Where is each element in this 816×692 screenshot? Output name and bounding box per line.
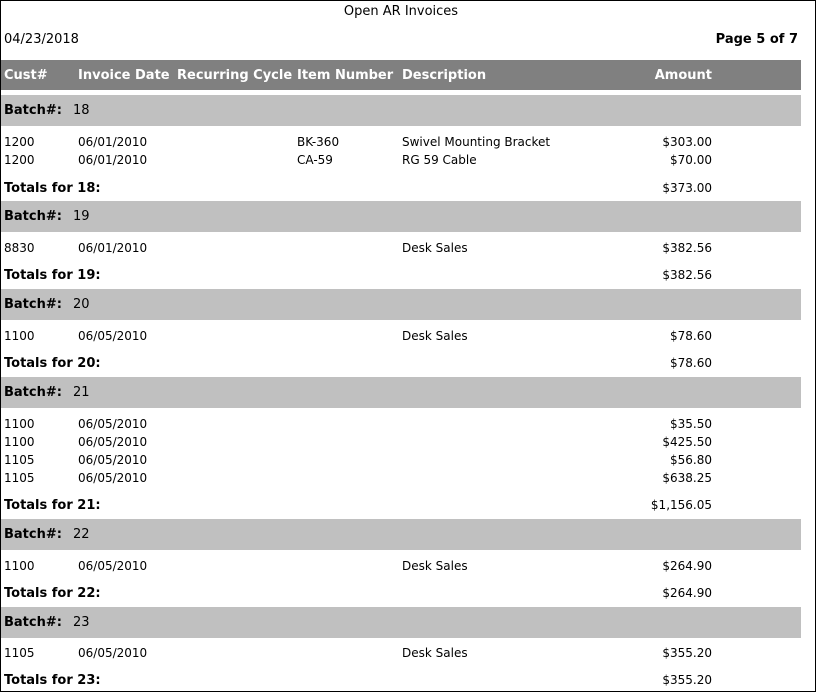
header-amount: Amount: [654, 68, 712, 83]
item-number-cell: CA-59: [297, 153, 333, 167]
amount-cell: $425.50: [662, 435, 712, 449]
description-cell: Desk Sales: [402, 646, 468, 660]
invoice-date-cell: 06/05/2010: [78, 453, 148, 467]
invoice-date-cell: 06/05/2010: [78, 559, 148, 573]
batch-total-row: [1, 498, 801, 516]
invoice-date-cell: 06/01/2010: [78, 241, 148, 255]
invoice-date-cell: 06/01/2010: [78, 153, 148, 167]
batch-total-amount: $1,156.05: [650, 498, 712, 512]
batch-total-row: [1, 268, 801, 286]
batch-total-label: Totals for 21:: [4, 498, 101, 513]
page-indicator: Page 5 of 7: [715, 32, 798, 47]
header-description: Description: [402, 68, 487, 83]
batch-label: Batch#:: [4, 615, 62, 630]
batch-total-label: Totals for 19:: [4, 268, 101, 283]
amount-cell: $78.60: [670, 329, 712, 343]
batch-number: 22: [73, 527, 90, 542]
invoice-row: [1, 134, 801, 152]
batch-header: [1, 201, 801, 232]
invoice-row: [1, 416, 801, 434]
header-recurring-cycle: Recurring Cycle: [177, 68, 293, 83]
batch-header: [1, 607, 801, 638]
batch-label: Batch#:: [4, 103, 62, 118]
batch-label: Batch#:: [4, 385, 62, 400]
batch-number: 20: [73, 297, 90, 312]
cust-cell: 1200: [4, 135, 35, 149]
batch-number: 18: [73, 103, 90, 118]
invoice-date-cell: 06/05/2010: [78, 417, 148, 431]
batch-total-label: Totals for 20:: [4, 356, 101, 371]
description-cell: Swivel Mounting Bracket: [402, 135, 551, 149]
invoice-row: [1, 434, 801, 452]
invoice-row: [1, 470, 801, 488]
batch-total-row: [1, 356, 801, 374]
cust-cell: 8830: [4, 241, 35, 255]
invoice-date-cell: 06/05/2010: [78, 646, 148, 660]
batch-total-amount: $355.20: [662, 673, 712, 687]
item-number-cell: BK-360: [297, 135, 340, 149]
batch-number: 19: [73, 209, 90, 224]
batch-header: [1, 289, 801, 320]
cust-cell: 1105: [4, 453, 35, 467]
report-date: 04/23/2018: [4, 32, 79, 47]
batch-number: 21: [73, 385, 90, 400]
cust-cell: 1100: [4, 417, 35, 431]
invoice-row: [1, 558, 801, 576]
batch-total-row: [1, 181, 801, 199]
batch-total-row: [1, 586, 801, 604]
batch-total-row: [1, 673, 801, 691]
amount-cell: $382.56: [662, 241, 712, 255]
amount-cell: $303.00: [662, 135, 712, 149]
header-cust: Cust#: [4, 68, 48, 83]
batch-total-label: Totals for 22:: [4, 586, 101, 601]
batch-total-label: Totals for 23:: [4, 673, 101, 688]
invoice-row: [1, 240, 801, 258]
batch-total-amount: $264.90: [662, 586, 712, 600]
amount-cell: $35.50: [670, 417, 712, 431]
batch-total-amount: $382.56: [662, 268, 712, 282]
description-cell: Desk Sales: [402, 559, 468, 573]
cust-cell: 1200: [4, 153, 35, 167]
cust-cell: 1100: [4, 435, 35, 449]
column-header-bar: [1, 60, 801, 90]
batch-total-amount: $373.00: [662, 181, 712, 195]
batch-label: Batch#:: [4, 527, 62, 542]
batch-total-label: Totals for 18:: [4, 181, 101, 196]
description-cell: Desk Sales: [402, 241, 468, 255]
amount-cell: $355.20: [662, 646, 712, 660]
amount-cell: $264.90: [662, 559, 712, 573]
cust-cell: 1100: [4, 559, 35, 573]
invoice-row: [1, 152, 801, 170]
invoice-row: [1, 645, 801, 663]
batch-number: 23: [73, 615, 90, 630]
invoice-date-cell: 06/01/2010: [78, 135, 148, 149]
cust-cell: 1105: [4, 471, 35, 485]
invoice-date-cell: 06/05/2010: [78, 329, 148, 343]
invoice-row: [1, 452, 801, 470]
header-item-number: Item Number: [297, 68, 394, 83]
batch-label: Batch#:: [4, 209, 62, 224]
batch-label: Batch#:: [4, 297, 62, 312]
description-cell: Desk Sales: [402, 329, 468, 343]
batch-header: [1, 95, 801, 126]
report-title: Open AR Invoices: [343, 4, 459, 19]
invoice-row: [1, 328, 801, 346]
cust-cell: 1105: [4, 646, 35, 660]
invoice-date-cell: 06/05/2010: [78, 471, 148, 485]
cust-cell: 1100: [4, 329, 35, 343]
batch-header: [1, 377, 801, 408]
description-cell: RG 59 Cable: [402, 153, 477, 167]
batch-header: [1, 519, 801, 550]
invoice-date-cell: 06/05/2010: [78, 435, 148, 449]
batch-total-amount: $78.60: [670, 356, 712, 370]
amount-cell: $56.80: [670, 453, 712, 467]
header-invoice-date: Invoice Date: [78, 68, 170, 83]
amount-cell: $638.25: [662, 471, 712, 485]
amount-cell: $70.00: [670, 153, 712, 167]
